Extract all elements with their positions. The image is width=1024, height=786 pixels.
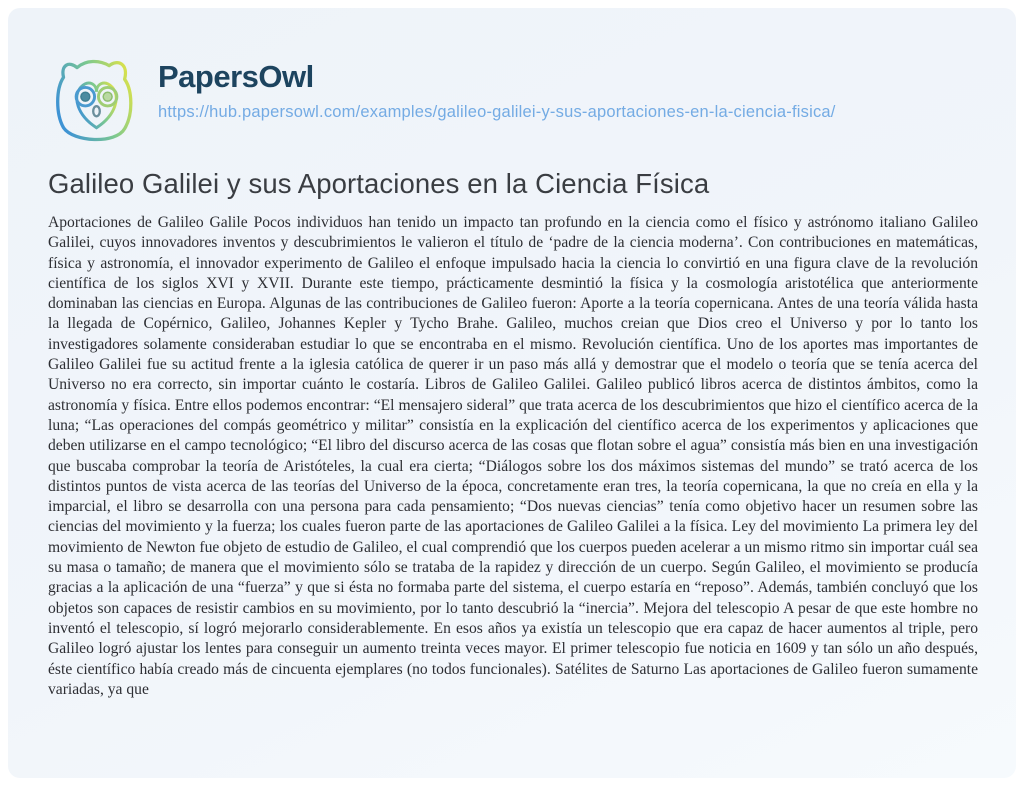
article-body-text: Aportaciones de Galileo Galile Pocos individuos han tenido un impacto tan profundo en la ciencia como el físico y astrónomo italiano Galileo Galilei, cuyos innovadores inventos y descubrimientos le valieron el título de ‘padre de la ciencia moderna’. Con contribuciones en matemáticas, física y astronomía, el innovador experimento de Galileo el enfoque impulsado hacia la ciencia lo convirtió en una figura clave de la revolución científica de los siglos XVI y XVII. Durante este tiempo, prácticamente desmintió la física y la cosmología aristotélica que anteriormente dominaban las ciencias en Europa. Algunas de las contribuciones de Galileo fueron: Aporte a la teoría copernicana. Antes de una teoría válida hasta la llegada de Copérnico, Galileo, Johannes Kepler y Tycho Brahe. Galileo, muchos creian que Dios creo el Universo y por lo tanto los investigadores solamente consideraban estudiar lo que se encontraba en el mismo. Revolución científica. Uno de los aportes mas importantes de Galileo Galilei fue su actitud frente a la iglesia católica de querer ir un paso más allá y demostrar que el modelo o teoría que se tenía acerca del Universo no era correcto, sin importar cuánto le costaría. Libros de Galileo Galilei. Galileo publicó libros acerca de distintos ámbitos, como la astronomía y física. Entre ellos podemos encontrar: “El mensajero sideral” que trata acerca de los descubrimientos que hizo el científico acerca de la luna; “Las operaciones del compás geométrico y militar” consistía en la explicación del científico acerca de los experimentos y aplicaciones que deben utilizarse en el campo tecnológico; “El libro del discurso acerca de las cosas que flotan sobre el agua” consistía más bien en una investigación que buscaba comprobar la teoría de Aristóteles, la cual era cierta; “Diálogos sobre los dos máximos sistemas del mundo” se trató acerca de los distintos puntos de vista acerca de las teorías del Universo de la época, concretamente eran tres, la teoría copernicana, la que no creía en ella y la imparcial, el libro se desarrolla con una persona para cada pensamiento; “Dos nuevas ciencias” tenía como objetivo hacer un resumen sobre las ciencias del movimiento y la fuerza; los cuales fueron parte de las aportaciones de Galileo Galilei a la física. Ley del movimiento La primera ley del movimiento de Newton fue objeto de estudio de Galileo, el cual comprendió que los cuerpos pueden acelerar a un mismo ritmo sin importar cuál sea su masa o tamaño; de manera que el movimiento sólo se trataba de la rapidez y dirección de un cuerpo. Según Galileo, el movimiento se producía gracias a la aplicación de una “fuerza” y que si ésta no formaba parte del sistema, el cuerpo estaría en “reposo”. Además, también concluyó que los objetos son capaces de resistir cambios en su movimiento, por lo tanto descubrió la “inercia”. Mejora del telescopio A pesar de que este hombre no inventó el telescopio, sí logró mejorarlo considerablemente. En esos años ya existía un telescopio que era capaz de hacer aumentos al triple, pero Galileo logró ajustar los lentes para conseguir un aumento treinta veces mayor. El primer telescopio fue noticia en 1609 y tan sólo un año después, éste científico había creado más de cincuenta ejemplares (no todos funcionales). Satélites de Saturno Las aportaciones de Galileo fueron sumamente variadas, ya que [48, 214, 978, 698]
page-title: Galileo Galilei y sus Aportaciones en la Ciencia Física [48, 168, 710, 199]
article-content [48, 54, 978, 700]
brand-name: PapersOwl [158, 59, 314, 94]
site-header [48, 54, 978, 151]
brand-block [158, 60, 836, 122]
source-url-link[interactable]: https://hub.papersowl.com/examples/galileo-galilei-y-sus-aportaciones-en-la-ciencia-fisica/ [158, 103, 836, 122]
owl-logo-icon [48, 54, 145, 151]
page-panel [8, 8, 1016, 778]
